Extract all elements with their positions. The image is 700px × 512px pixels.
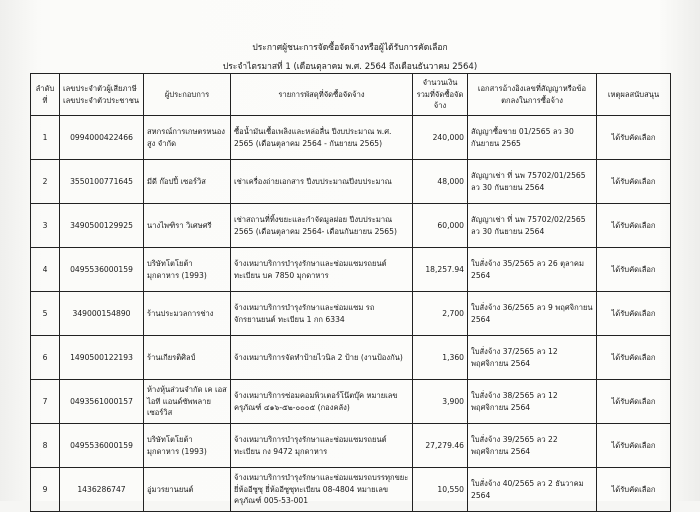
procurement-table — [30, 73, 671, 512]
cell-no: 3 — [31, 204, 60, 248]
cell-reference: ใบสั่งจ้าง 35/2565 ลว 26 ตุลาคม 2564 — [468, 248, 597, 292]
cell-item: จ้างเหมาบริการจัดทำป้ายไวนิล 2 ป้าย (งานป้องกัน) — [231, 336, 413, 380]
cell-taxid: 349000154890 — [60, 292, 144, 336]
cell-item: ซื้อน้ำมันเชื้อเพลิงและหล่อลื่น ปีงบประมาณ พ.ศ. 2565 (เดือนตุลาคม 2564 - กันยายน 2565) — [231, 116, 413, 160]
cell-taxid: 0493561000157 — [60, 380, 144, 424]
document-subtitle: ประจำไตรมาสที่ 1 (เดือนตุลาคม พ.ศ. 2564 ถึงเดือนธันวาคม 2564) — [222, 62, 478, 72]
cell-amount: 27,279.46 — [413, 424, 468, 468]
cell-no: 7 — [31, 380, 60, 424]
cell-vendor: อู่มวรยานยนต์ — [144, 468, 231, 512]
cell-reason: ได้รับคัดเลือก — [597, 116, 671, 160]
cell-no: 6 — [31, 336, 60, 380]
cell-amount: 3,900 — [413, 380, 468, 424]
cell-reason: ได้รับคัดเลือก — [597, 160, 671, 204]
cell-amount: 10,550 — [413, 468, 468, 512]
cell-amount: 1,360 — [413, 336, 468, 380]
cell-reason: ได้รับคัดเลือก — [597, 380, 671, 424]
cell-reference: ใบสั่งจ้าง 39/2565 ลว 22 พฤศจิกายน 2564 — [468, 424, 597, 468]
cell-reason: ได้รับคัดเลือก — [597, 424, 671, 468]
cell-reference: สัญญาเช่า ที่ นพ 75702/01/2565 ลว 30 กันยายน 2564 — [468, 160, 597, 204]
cell-item: เช่าเครื่องถ่ายเอกสาร ปีงบประมาณปีงบประมาณ — [231, 160, 413, 204]
table-row — [31, 292, 671, 336]
cell-taxid: 0495536000159 — [60, 248, 144, 292]
header-vendor: ผู้ประกอบการ — [144, 74, 231, 116]
cell-taxid: 3550100771645 — [60, 160, 144, 204]
header-ref: เอกสารอ้างอิงเลขที่สัญญาหรือข้อตกลงในการซื้อจ้าง — [468, 74, 597, 116]
cell-item: จ้างเหมาบริการบำรุงรักษาและซ่อมแซมรถยนต์ ทะเบียน กง 9472 มุกดาหาร — [231, 424, 413, 468]
cell-reason: ได้รับคัดเลือก — [597, 292, 671, 336]
document-title: ประกาศผู้ชนะการจัดซื้อจัดจ้างหรือผู้ได้รับการคัดเลือก — [252, 43, 448, 53]
cell-reference: ใบสั่งจ้าง 40/2565 ลว 2 ธันวาคม 2564 — [468, 468, 597, 512]
cell-reason: ได้รับคัดเลือก — [597, 248, 671, 292]
header-item: รายการพัสดุที่จัดซื้อจัดจ้าง — [231, 74, 413, 116]
cell-item: จ้างเหมาบริการบำรุงรักษาและซ่อมแซมรถบรรทุกขยะ ยี่ห้ออีซูซุ ยี่ห้ออีซูซุทะเบียน 08-4804 หมายเลขครุภัณฑ์ 005-53-001 — [231, 468, 413, 512]
cell-item: เช่าสถานที่ทิ้งขยะและกำจัดมูลฝอย ปีงบประมาณ 2565 (เดือนตุลาคม 2564- เดือนกันยายน 2565) — [231, 204, 413, 248]
cell-no: 2 — [31, 160, 60, 204]
cell-reason: ได้รับคัดเลือก — [597, 468, 671, 512]
cell-taxid: 0994000422466 — [60, 116, 144, 160]
cell-amount: 60,000 — [413, 204, 468, 248]
cell-item: จ้างเหมาบริการซ่อมคอมพิวเตอร์โน๊ตบุ๊ค หมายเลขครุภัณฑ์ ๔๑๖-๕๒-๐๐๐๕ (กองคลัง) — [231, 380, 413, 424]
cell-taxid: 0495536000159 — [60, 424, 144, 468]
cell-reference: สัญญาเช่า ที่ นพ 75702/02/2565 ลว 30 กันยายน 2564 — [468, 204, 597, 248]
table-row — [31, 468, 671, 512]
header-taxid: เลขประจำตัวผู้เสียภาษี เลขประจำตัวประชาชน — [60, 74, 144, 116]
cell-reference: สัญญาซื้อขาย 01/2565 ลว 30 กันยายน 2565 — [468, 116, 597, 160]
cell-vendor: บริษัทโตโยต้า มุกดาหาร (1993) — [144, 424, 231, 468]
table-row — [31, 380, 671, 424]
cell-no: 5 — [31, 292, 60, 336]
cell-vendor: ร้านประมวลการช่าง — [144, 292, 231, 336]
cell-amount: 2,700 — [413, 292, 468, 336]
table-row — [31, 336, 671, 380]
cell-no: 9 — [31, 468, 60, 512]
cell-vendor: สหกรณ์การเกษตรหนองสูง จำกัด — [144, 116, 231, 160]
table-row — [31, 248, 671, 292]
cell-reason: ได้รับคัดเลือก — [597, 336, 671, 380]
cell-reference: ใบสั่งจ้าง 38/2565 ลว 12 พฤศจิกายน 2564 — [468, 380, 597, 424]
cell-item: จ้างเหมาบริการบำรุงรักษาและซ่อมแซม รถจักรยานยนต์ ทะเบียน 1 กก 6334 — [231, 292, 413, 336]
table-row — [31, 160, 671, 204]
cell-reference: ใบสั่งจ้าง 36/2565 ลว 9 พฤศจิกายน 2564 — [468, 292, 597, 336]
cell-no: 4 — [31, 248, 60, 292]
cell-amount: 18,257.94 — [413, 248, 468, 292]
cell-item: จ้างเหมาบริการบำรุงรักษาและซ่อมแซมรถยนต์ ทะเบียน บค 7850 มุกดาหาร — [231, 248, 413, 292]
cell-no: 1 — [31, 116, 60, 160]
cell-vendor: ห้างหุ้นส่วนจำกัด เค เอส ไอที แอนด์ซัพพลายเซอร์วิส — [144, 380, 231, 424]
cell-vendor: นางไพฑิรา วิเศษศรี — [144, 204, 231, 248]
cell-vendor: ร้านเกียรติศิลป์ — [144, 336, 231, 380]
table-row — [31, 204, 671, 248]
cell-amount: 240,000 — [413, 116, 468, 160]
cell-no: 8 — [31, 424, 60, 468]
cell-vendor: บริษัทโตโยต้า มุกดาหาร (1993) — [144, 248, 231, 292]
cell-vendor: มีดี ก๊อปปี้ เซอร์วิส — [144, 160, 231, 204]
cell-reference: ใบสั่งจ้าง 37/2565 ลว 12 พฤศจิกายน 2564 — [468, 336, 597, 380]
header-reason: เหตุผลสนับสนุน — [597, 74, 671, 116]
cell-taxid: 3490500129925 — [60, 204, 144, 248]
table-row — [31, 116, 671, 160]
header-no: ลำดับที่ — [31, 74, 60, 116]
cell-taxid: 1490500122193 — [60, 336, 144, 380]
cell-taxid: 1436286747 — [60, 468, 144, 512]
table-row — [31, 424, 671, 468]
cell-reason: ได้รับคัดเลือก — [597, 204, 671, 248]
cell-amount: 48,000 — [413, 160, 468, 204]
header-amount: จำนวนเงินรวมที่จัดซื้อจัดจ้าง — [413, 74, 468, 116]
table-header-row — [31, 74, 671, 116]
